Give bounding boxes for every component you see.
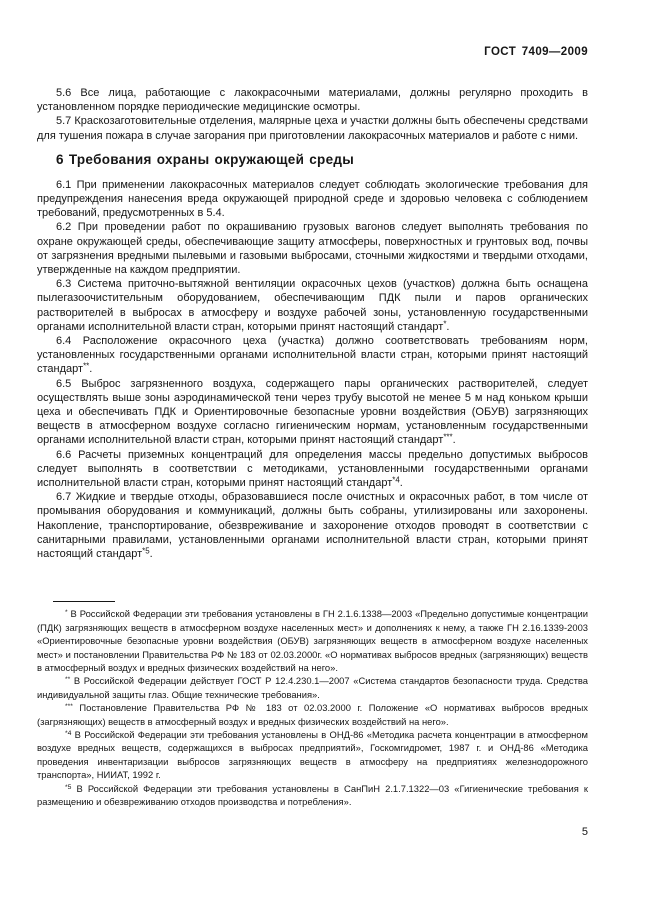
paragraph-6-4 — [37, 334, 588, 377]
footnote-reference: *** — [443, 432, 453, 442]
footnote-text: В Российской Федерации эти требования установлены в ГН 2.1.6.1338—2003 «Предельно допустимые концентрации (ПДК) загрязняющих веществ в атмосферном воздухе населенных мест» и дополнениях к нему, а также ГН 2.16.1339-2003 «Ориентировочные безопасные уровни воздействия (ОБУВ) загрязняющих веществ в атмосферном воздухе населенных мест» и постановлении Правительства РФ № 183 от 02.03.2000г. «О нормативах выбросов вредных (загрязняющих) веществ в атмосферный воздух и вредных физических воздействий на него». — [37, 608, 588, 673]
page-number: 5 — [581, 826, 588, 838]
footnote-reference: * — [443, 319, 447, 329]
paragraph-text: 6.4 Расположение окрасочного цеха (участка) должно соответствовать требованиям норм, установленных государственными органами исполнительной власти стран, которыми принят настоящий стандарт — [37, 335, 588, 376]
footnote-marker: *4 — [65, 729, 72, 737]
paragraph-6-1 — [37, 178, 588, 221]
paragraph-tail: . — [149, 548, 153, 561]
paragraph-5-6: 5.6 Все лица, работающие с лакокрасочными материалами, должны регулярно проходить в установленном порядке периодические медицинские осмотры. — [37, 87, 588, 114]
paragraph-text: 6.3 Система приточно-вытяжной вентиляции окрасочных цехов (участков) должна быть оснащена пылегазоочистительным оборудованием, обеспечивающим ПДК пыли и паров органических растворителей в выбросах в атмосферу и воздухе рабочей зоны, установленную государственными органами исполнительной власти стран, которыми принят настоящий стандарт — [37, 278, 588, 333]
footnote-marker: ** — [65, 676, 71, 684]
paragraph-text: 6.6 Расчеты приземных концентраций для определения массы предельно допустимых выбросов следует выполнять в соответствии с методиками, установленными государственными органами исполнительной власти стран, которыми принят настоящий стандарт — [37, 448, 588, 490]
footnote-text: В Российской Федерации эти требования установлены в СанПиН 2.1.7.1322—03 «Гигиенические требования к размещению и обезвреживанию отходов производства и потребления». — [37, 782, 588, 807]
paragraph-text: 6.7 Жидкие и твердые отходы, образовавшиеся после очистных и окрасочных работ, в том числе от промывания оборудования и коммуникаций, должны быть собраны, утилизированы или захоронены. Накопление, транспортирование, обезвреживание и захоронение отходов проводят в соответствии с санитарными правилами, установленными органами исполнительной власти стран, которыми принят настоящий стандарт — [37, 491, 588, 561]
footnote-marker: * — [65, 609, 68, 617]
paragraph-text: 6.2 При проведении работ по окрашиванию грузовых вагонов следует выполнять требования по охране окружающей среды, обеспечивающие защиту атмосферы, поверхностных и грунтовых вод, почвы от загрязнения вредными пылевыми и газовыми выбросами, сточными жидкостями и твердыми отходами, утвержденные на каждом предприятии. — [37, 221, 588, 277]
paragraph-text: 6.5 Выброс загрязненного воздуха, содержащего пары органических растворителей, следует осуществлять выше зоны аэродинамической тени через трубу высотой не менее 5 м над коньком крыши цеха и обеспечивать ПДК и Ориентировочные безопасные уровни воздействия (ОБУВ) загрязняющих веществ в атмосферном воздухе согласно гигиеническим нормам, установленным государственными органами исполнительной власти стран, которыми принят настоящий стандарт — [37, 377, 588, 447]
paragraph-tail: . — [452, 434, 456, 447]
footnote-2 — [37, 674, 588, 701]
footnotes-section — [37, 601, 588, 808]
footnote-4 — [37, 728, 588, 782]
document-body — [37, 86, 588, 561]
paragraph-text: 6.1 При применении лакокрасочных материалов следует соблюдать экологические требования для предупреждения нанесения вреда окружающей природной среде и здоровью человека с соблюдением требований, предусмотренных в 5.4. — [37, 178, 588, 220]
document-code-header: ГОСТ 7409—2009 — [484, 46, 588, 58]
footnote-text: Постановление Правительства РФ № 183 от 02.03.2000 г. Положение «О нормативах выбросов вредных (загрязняющих) веществ в атмосферный воздух и вредных физических воздействий на него». — [37, 702, 588, 727]
footnote-reference: ** — [83, 361, 90, 371]
footnote-marker: *** — [65, 703, 73, 711]
paragraph-tail: . — [89, 363, 93, 376]
paragraph-6-7 — [37, 490, 588, 561]
paragraph-6-2 — [37, 220, 588, 277]
paragraph-tail: . — [399, 477, 403, 490]
paragraph-6-3 — [37, 277, 588, 334]
footnote-reference: *5 — [142, 546, 150, 556]
paragraph-6-5 — [37, 377, 588, 448]
footnote-3 — [37, 701, 588, 728]
footnote-5 — [37, 782, 588, 809]
footnote-reference: *4 — [392, 475, 400, 485]
section-6-title: 6 Требования охраны окружающей среды — [56, 151, 355, 167]
paragraph-5-7: 5.7 Краскозаготовительные отделения, малярные цеха и участки должны быть обеспечены средствами для тушения пожара в случае загорания при приготовлении лакокрасочных материалов и работе с ними. — [37, 115, 588, 142]
footnote-separator-rule — [53, 601, 115, 602]
footnote-text: В Российской Федерации эти требования установлены в ОНД-86 «Методика расчета концентрации в атмосферном воздухе вредных веществ, содержащихся в выбросах предприятий», Госкомгидромет, 1987 г. и ОНД-86 «Методика проведения инвентаризации выбросов загрязняющих веществ в атмосферу на предприятиях железнодорожного транспорта», НИИАТ, 1992 г. — [37, 728, 588, 781]
paragraph-tail: . — [446, 320, 450, 333]
footnote-marker: *5 — [65, 783, 72, 791]
footnote-1 — [37, 607, 588, 674]
footnote-text: В Российской Федерации действует ГОСТ Р 12.4.230.1—2007 «Система стандартов безопасности труда. Средства индивидуальной защиты глаз. Общие технические требования». — [37, 675, 588, 700]
paragraph-6-6 — [37, 448, 588, 491]
